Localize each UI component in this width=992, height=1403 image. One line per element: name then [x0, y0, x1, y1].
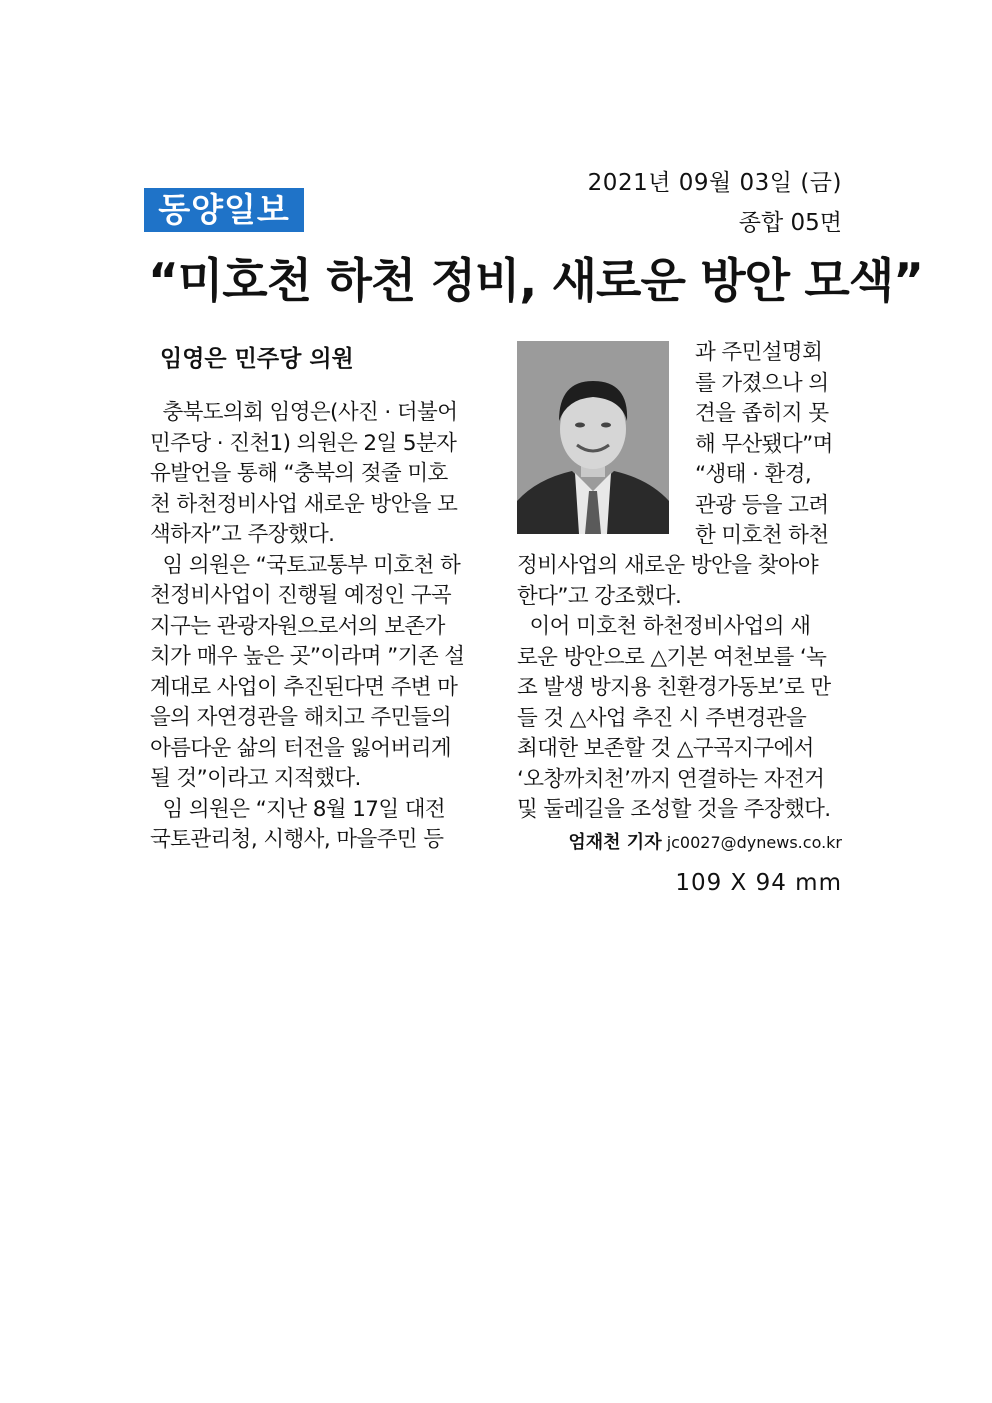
body-line: 정비사업의 새로운 방안을 찾아야	[517, 553, 819, 578]
reporter-byline	[568, 828, 842, 854]
article-column-right	[517, 551, 831, 826]
body-line: 한다”고 강조했다.	[517, 583, 682, 609]
newspaper-logo: 동양일보	[144, 188, 304, 232]
body-line: 민주당 · 진천1) 의원은 2일 5분자	[150, 430, 457, 456]
body-line: 천정비사업이 진행될 예정인 구곡	[150, 583, 452, 608]
body-line: 을의 자연경관을 해치고 주민들의	[150, 705, 452, 730]
body-line: 색하자”고 주장했다.	[150, 522, 335, 547]
body-line: 천 하천정비사업 새로운 방안을 모	[150, 491, 458, 517]
body-line: 국토관리청, 시행사, 마을주민 등	[150, 827, 444, 852]
body-line: 지구는 관광자원으로서의 보존가	[150, 613, 445, 639]
portrait-image	[517, 341, 669, 534]
body-line: 견을 좁히지 못	[695, 401, 829, 426]
body-line: 들 것 △사업 추진 시 주변경관을	[517, 705, 807, 731]
body-line: 유발언을 통해 “충북의 젖줄 미호	[150, 461, 448, 486]
body-line: ‘오창까치천’까지 연결하는 자전거	[517, 766, 825, 792]
body-line: 관광 등을 고려	[695, 492, 829, 518]
body-line: 이어 미호천 하천정비사업의 새	[517, 614, 811, 639]
section-page: 종합 05면	[738, 210, 842, 236]
body-line: 해 무산됐다”며	[695, 431, 833, 457]
body-line: 될 것”이라고 지적했다.	[150, 766, 361, 791]
body-line: 충북도의회 임영은(사진 · 더불어	[150, 400, 458, 425]
body-line: “생태 · 환경,	[695, 462, 812, 487]
body-line: 임 의원은 “지난 8월 17일 대전	[150, 796, 446, 822]
article-headline: “미호천 하천 정비, 새로운 방안 모색”	[148, 254, 924, 309]
reporter-email: jc0027@dynews.co.kr	[666, 833, 842, 852]
body-line: 를 가졌으나 의	[695, 370, 829, 396]
article-column-right-wrap	[695, 338, 833, 552]
body-line: 및 둘레길을 조성할 것을 주장했다.	[517, 797, 831, 822]
article-column-left	[150, 398, 464, 856]
politician-photo	[517, 341, 669, 534]
body-line: 아름다운 삶의 터전을 잃어버리게	[150, 735, 452, 761]
body-line: 로운 방안으로 △기본 여천보를 ‘녹	[517, 644, 827, 670]
clip-size: 109 X 94 mm	[675, 870, 842, 896]
reporter-name: 엄재천 기자	[568, 832, 662, 853]
body-line: 계대로 사업이 추진된다면 주변 마	[150, 674, 458, 700]
body-line: 임 의원은 “국토교통부 미호천 하	[150, 552, 461, 578]
body-line: 한 미호천 하천	[695, 523, 829, 548]
body-line: 조 발생 방지용 친환경가동보’로 만	[517, 675, 831, 700]
body-line: 과 주민설명회	[695, 340, 823, 365]
body-line: 치가 매우 높은 곳”이라며 ”기존 설	[150, 644, 465, 669]
publication-date: 2021년 09월 03일 (금)	[587, 170, 842, 196]
article-subhead: 임영은 민주당 의원	[160, 346, 354, 372]
body-line: 최대한 보존할 것 △구곡지구에서	[517, 736, 814, 761]
